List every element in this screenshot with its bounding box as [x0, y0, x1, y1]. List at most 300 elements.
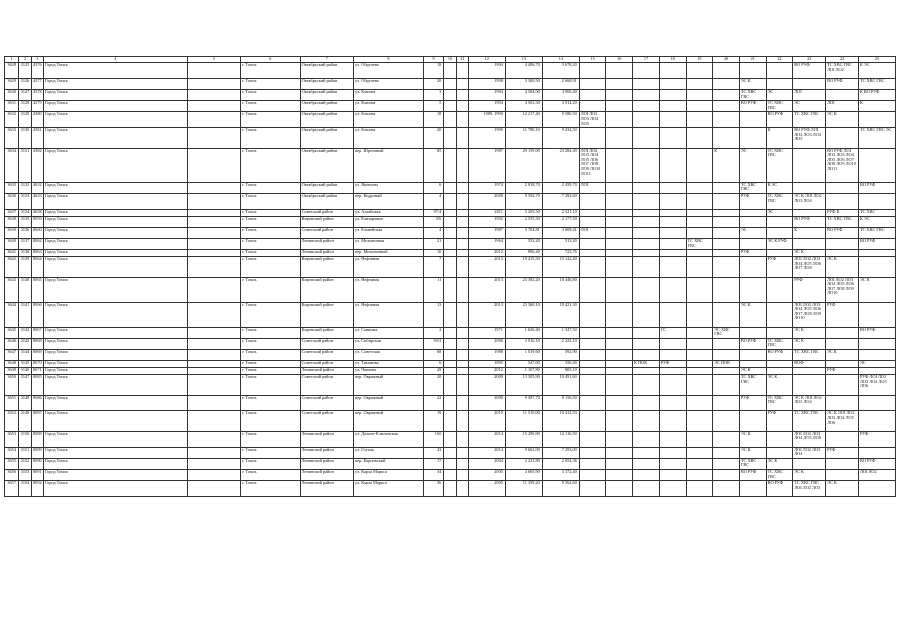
table-cell: ЭС К	[766, 375, 793, 395]
table-cell: 3649	[5, 368, 19, 375]
table-cell: Октябрьский район	[300, 182, 353, 193]
table-cell	[606, 350, 633, 361]
table-cell	[606, 395, 633, 411]
column-header: 22	[766, 57, 793, 63]
table-row	[5, 112, 896, 128]
table-cell: РУФ	[858, 431, 895, 447]
table-cell	[659, 375, 686, 395]
table-cell: 4	[423, 227, 444, 238]
table-cell	[793, 375, 826, 395]
table-cell: Советский район	[300, 361, 353, 368]
table-row	[5, 89, 896, 100]
column-header: 20	[713, 57, 740, 63]
table-cell	[793, 148, 826, 182]
table-cell	[579, 250, 606, 257]
table-cell	[187, 447, 240, 458]
table-cell	[579, 469, 606, 480]
table-cell: РУФ	[826, 447, 859, 458]
table-cell	[187, 250, 240, 257]
table-cell: К	[713, 148, 740, 182]
table-cell	[686, 216, 713, 227]
table-cell	[686, 257, 713, 277]
table-cell	[713, 277, 740, 302]
table-cell: Ленинский район	[300, 447, 353, 458]
table-cell	[686, 411, 713, 431]
table-cell: Город Томск	[43, 327, 187, 338]
table-cell: 7 293,00	[542, 447, 579, 458]
table-cell: 1964	[468, 239, 505, 250]
table-cell: ТС ХВС ГВС	[739, 182, 766, 193]
table-cell: 3647	[5, 350, 19, 361]
table-cell: г. Томск	[241, 327, 301, 338]
table-cell	[187, 227, 240, 238]
table-cell: 3133	[19, 193, 31, 209]
table-cell	[456, 302, 468, 327]
table-cell: РУФ	[793, 277, 826, 302]
table-cell	[187, 375, 240, 395]
table-cell	[187, 101, 240, 112]
table-cell: Советский район	[300, 338, 353, 349]
table-row	[5, 375, 896, 395]
table-cell: 1971	[468, 327, 505, 338]
table-cell	[793, 368, 826, 375]
table-cell: г. Томск	[241, 89, 301, 100]
table-cell: ТС ХВС ГВС ЛОI ЛО2	[826, 63, 859, 79]
table-cell: 3638	[5, 216, 19, 227]
table-cell: 11	[423, 277, 444, 302]
column-header: 12	[468, 57, 505, 63]
table-cell: 4 563,30	[505, 101, 542, 112]
table-cell: 20	[423, 78, 444, 89]
table-cell: 21	[423, 239, 444, 250]
table-cell: 3 372,40	[542, 469, 579, 480]
table-row	[5, 63, 896, 79]
table-cell	[633, 481, 660, 497]
table-cell	[793, 182, 826, 193]
table-cell	[444, 193, 456, 209]
table-row	[5, 239, 896, 250]
table-cell	[766, 368, 793, 375]
table-cell: ВО РУФ	[858, 239, 895, 250]
table-cell	[606, 375, 633, 395]
table-cell	[456, 431, 468, 447]
table-cell: Советский район	[300, 395, 353, 411]
table-cell	[659, 216, 686, 227]
table-cell: Ленинский район	[300, 469, 353, 480]
table-row	[5, 469, 896, 480]
table-cell: РУФ	[826, 368, 859, 375]
table-cell: 13	[423, 302, 444, 327]
table-cell: г. Томск	[241, 227, 301, 238]
column-header: 2	[19, 57, 31, 63]
table-cell: ТС ХВС ГВС	[766, 338, 793, 349]
table-cell	[606, 411, 633, 431]
table-cell: ВОФ	[793, 361, 826, 368]
table-cell: Город Томск	[43, 209, 187, 216]
table-cell: 8067	[31, 327, 43, 338]
table-cell: 8070	[31, 361, 43, 368]
table-cell: 3 678,20	[542, 63, 579, 79]
table-cell: ВО РУФ	[858, 458, 895, 469]
table-cell	[659, 395, 686, 411]
table-cell	[633, 257, 660, 277]
table-cell	[739, 257, 766, 277]
table-row	[5, 193, 896, 209]
table-cell	[187, 277, 240, 302]
table-cell: г. Томск	[241, 193, 301, 209]
table-cell: 8086	[31, 395, 43, 411]
table-cell	[766, 216, 793, 227]
table-cell	[187, 148, 240, 182]
table-cell	[659, 458, 686, 469]
table-cell	[826, 338, 859, 349]
table-cell: 4658	[31, 209, 43, 216]
table-cell: Город Томск	[43, 431, 187, 447]
table-cell	[713, 216, 740, 227]
table-cell	[633, 193, 660, 209]
table-cell: К ВО РУФ	[858, 89, 895, 100]
table-cell: 11 780,10	[505, 128, 542, 148]
table-cell: ул. Клюева	[353, 112, 423, 128]
table-cell	[633, 128, 660, 148]
table-cell: 3653	[5, 431, 19, 447]
table-row	[5, 302, 896, 327]
table-cell	[456, 216, 468, 227]
table-cell: 3143	[19, 338, 31, 349]
table-cell	[456, 78, 468, 89]
table-cell: 11 359,20	[505, 481, 542, 497]
column-header: 16	[606, 57, 633, 63]
table-cell: 7	[423, 257, 444, 277]
table-cell	[686, 458, 713, 469]
table-cell: ул. Клюева	[353, 89, 423, 100]
table-cell	[686, 368, 713, 375]
table-cell	[606, 277, 633, 302]
column-header: 5	[187, 57, 240, 63]
table-cell: 3 704,81	[505, 227, 542, 238]
table-cell	[579, 481, 606, 497]
table-cell: 3645	[5, 327, 19, 338]
table-cell	[739, 361, 766, 368]
table-cell: 15 142,40	[542, 257, 579, 277]
table-cell: Город Томск	[43, 411, 187, 431]
table-cell	[444, 257, 456, 277]
table-cell	[606, 216, 633, 227]
table-row	[5, 250, 896, 257]
table-cell: 3 009,41	[542, 227, 579, 238]
table-cell	[766, 78, 793, 89]
table-cell: 1994	[468, 101, 505, 112]
table-cell	[686, 481, 713, 497]
table-cell: 3130	[19, 128, 31, 148]
table-cell	[713, 101, 740, 112]
table-cell	[659, 257, 686, 277]
table-cell	[456, 209, 468, 216]
table-cell	[579, 361, 606, 368]
table-cell: 68	[423, 350, 444, 361]
table-cell	[633, 89, 660, 100]
table-cell: ЭС ХВС ГВС	[713, 327, 740, 338]
table-cell: 13 305,90	[505, 375, 542, 395]
table-cell	[444, 101, 456, 112]
table-cell	[686, 63, 713, 79]
table-cell	[659, 338, 686, 349]
table-cell: 8090	[31, 458, 43, 469]
table-cell: Октябрьский район	[300, 148, 353, 182]
table-cell	[713, 78, 740, 89]
table-cell	[456, 63, 468, 79]
table-cell: 36	[423, 481, 444, 497]
table-cell	[766, 250, 793, 257]
table-cell	[713, 458, 740, 469]
table-cell	[606, 239, 633, 250]
table-cell: Город Томск	[43, 395, 187, 411]
table-cell: ВО РУФ	[858, 182, 895, 193]
table-cell: 7 293,60	[542, 193, 579, 209]
table-cell: Ленинский район	[300, 368, 353, 375]
table-cell	[633, 78, 660, 89]
table-cell	[686, 395, 713, 411]
table-cell	[456, 447, 468, 458]
table-cell	[659, 469, 686, 480]
table-cell	[659, 209, 686, 216]
table-cell	[739, 63, 766, 79]
table-row	[5, 338, 896, 349]
table-cell	[686, 277, 713, 302]
table-cell	[739, 350, 766, 361]
table-cell: 4 605,90	[505, 469, 542, 480]
table-cell: ЛОI	[826, 101, 859, 112]
table-cell	[187, 112, 240, 128]
table-cell: 2 555,50	[505, 216, 542, 227]
table-cell: 3637	[5, 209, 19, 216]
table-cell: ТС ХВС	[858, 209, 895, 216]
table-cell: 23 284,49	[542, 148, 579, 182]
table-cell: Город Томск	[43, 128, 187, 148]
table-cell: Октябрьский район	[300, 112, 353, 128]
table-cell: г. Томск	[241, 375, 301, 395]
table-cell: 4377	[31, 78, 43, 89]
table-cell: 23 360,10	[505, 302, 542, 327]
table-cell: г. Томск	[241, 411, 301, 431]
table-row	[5, 395, 896, 411]
table-cell	[444, 481, 456, 497]
table-cell	[633, 216, 660, 227]
table-body	[5, 63, 896, 497]
table-cell	[713, 368, 740, 375]
table-cell: Город Томск	[43, 469, 187, 480]
table-cell: РУФ	[766, 257, 793, 277]
table-cell: ЭС К ЛОI ЛО2 ЛО3 ЛО4	[793, 193, 826, 209]
table-cell: 2 223,10	[542, 338, 579, 349]
table-cell: Октябрьский район	[300, 89, 353, 100]
table-cell: 1990	[468, 128, 505, 148]
table-cell	[456, 481, 468, 497]
table-cell: 93/3	[423, 338, 444, 349]
table-cell	[606, 63, 633, 79]
table-cell: 9 602,00	[505, 447, 542, 458]
table-cell	[444, 239, 456, 250]
table-cell	[606, 209, 633, 216]
table-cell	[456, 182, 468, 193]
table-cell: 8069	[31, 350, 43, 361]
table-cell: 2005	[468, 469, 505, 480]
table-cell: Кировский район	[300, 302, 353, 327]
table-cell	[606, 327, 633, 338]
table-cell: 2014	[468, 447, 505, 458]
table-cell	[633, 227, 660, 238]
table-cell	[826, 182, 859, 193]
table-cell: 547,00	[505, 361, 542, 368]
table-cell: Советский район	[300, 227, 353, 238]
table-cell	[579, 350, 606, 361]
table-cell: 8087	[31, 411, 43, 431]
table-cell	[739, 209, 766, 216]
table-cell	[713, 447, 740, 458]
table-cell	[444, 302, 456, 327]
table-cell: 3651	[5, 395, 19, 411]
table-cell	[686, 182, 713, 193]
table-cell: ЭС К	[793, 327, 826, 338]
table-cell: г. Томск	[241, 395, 301, 411]
table-cell: ЭС	[766, 89, 793, 100]
table-cell: 3125	[19, 63, 31, 79]
table-cell: 2009	[468, 375, 505, 395]
table-cell	[579, 216, 606, 227]
table-cell: ТС ХВС ГВС ЛОI ЛО2 ЛО3	[793, 481, 826, 497]
table-cell	[444, 431, 456, 447]
column-header: 9	[423, 57, 444, 63]
table-cell: 43	[423, 447, 444, 458]
table-cell: 2006	[468, 338, 505, 349]
table-cell: ул. Тимакова	[353, 361, 423, 368]
table-cell	[659, 277, 686, 302]
table-cell: 2008	[468, 193, 505, 209]
table-cell: 3129	[19, 112, 31, 128]
table-cell	[579, 193, 606, 209]
column-header: 6	[241, 57, 301, 63]
table-row	[5, 361, 896, 368]
table-cell: 20	[423, 375, 444, 395]
table-cell: Город Томск	[43, 239, 187, 250]
table-cell	[444, 368, 456, 375]
table-cell	[826, 239, 859, 250]
table-cell: Кировский район	[300, 257, 353, 277]
table-cell	[187, 350, 240, 361]
table-row	[5, 411, 896, 431]
table-cell	[633, 302, 660, 327]
table-cell: 3136	[19, 227, 31, 238]
table-cell	[713, 128, 740, 148]
table-cell	[606, 112, 633, 128]
table-cell	[713, 257, 740, 277]
table-cell	[187, 395, 240, 411]
table-cell: 8065	[31, 277, 43, 302]
table-cell: 513,20	[542, 239, 579, 250]
table-cell: пер. Кедровый	[353, 193, 423, 209]
table-cell	[686, 227, 713, 238]
table-cell: 11 510,00	[505, 411, 542, 431]
table-cell: ул. Глухая	[353, 447, 423, 458]
table-cell	[633, 350, 660, 361]
table-cell: 3655	[5, 458, 19, 469]
table-cell: ТС ХВС ГВС	[858, 227, 895, 238]
table-cell: ВО РУФ	[739, 338, 766, 349]
table-cell	[826, 375, 859, 395]
table-cell	[766, 63, 793, 79]
table-cell: 9 586,50	[542, 112, 579, 128]
table-cell	[444, 447, 456, 458]
table-cell: 4382	[31, 148, 43, 182]
table-cell	[659, 89, 686, 100]
table-cell: Город Томск	[43, 481, 187, 497]
table-cell	[739, 481, 766, 497]
table-cell	[579, 458, 606, 469]
table-cell: ул. Обручева	[353, 63, 423, 79]
table-cell	[606, 338, 633, 349]
table-cell	[826, 327, 859, 338]
table-cell: 3 265,50	[505, 209, 542, 216]
table-cell	[606, 182, 633, 193]
table-cell: 20	[423, 128, 444, 148]
table-cell	[606, 368, 633, 375]
table-cell: г. Томск	[241, 216, 301, 227]
table-row	[5, 78, 896, 89]
table-cell: ЭС К РУФ	[766, 239, 793, 250]
table-cell	[579, 327, 606, 338]
table-cell	[713, 411, 740, 431]
table-cell: 29 159,09	[505, 148, 542, 182]
table-cell	[579, 78, 606, 89]
table-cell: ВО РУФ	[739, 101, 766, 112]
table-cell	[187, 193, 240, 209]
table-cell: 2005	[468, 481, 505, 497]
table-cell: Ленинский район	[300, 239, 353, 250]
table-cell: 2 054,36	[542, 458, 579, 469]
table-cell: 4380	[31, 112, 43, 128]
table-cell: 3135	[19, 216, 31, 227]
table-cell	[826, 431, 859, 447]
table-cell: ул. Дальне-Ключевская	[353, 431, 423, 447]
table-cell	[444, 216, 456, 227]
table-cell	[187, 239, 240, 250]
table-cell: ЭС	[739, 227, 766, 238]
table-cell: 22	[423, 395, 444, 411]
table-cell	[456, 277, 468, 302]
table-cell	[826, 128, 859, 148]
column-header: 3	[31, 57, 43, 63]
table-cell: 3149	[19, 411, 31, 431]
table-cell	[606, 250, 633, 257]
table-cell: 8092	[31, 481, 43, 497]
table-cell: ТС ХВС ГВС	[793, 112, 826, 128]
table-cell: ЭС К	[793, 338, 826, 349]
table-cell	[686, 469, 713, 480]
table-cell	[579, 338, 606, 349]
table-cell: 3631	[5, 101, 19, 112]
table-cell: 552,20	[505, 239, 542, 250]
table-cell	[858, 350, 895, 361]
table-cell: 8062	[31, 239, 43, 250]
table-cell: ул. Еловейская	[353, 227, 423, 238]
table-cell	[686, 193, 713, 209]
table-cell: К ЭС	[858, 63, 895, 79]
table-cell: ВО РУФ	[858, 327, 895, 338]
table-cell: 3/6	[423, 216, 444, 227]
table-cell	[793, 209, 826, 216]
table-cell: Октябрьский район	[300, 193, 353, 209]
table-cell: 3141	[19, 302, 31, 327]
